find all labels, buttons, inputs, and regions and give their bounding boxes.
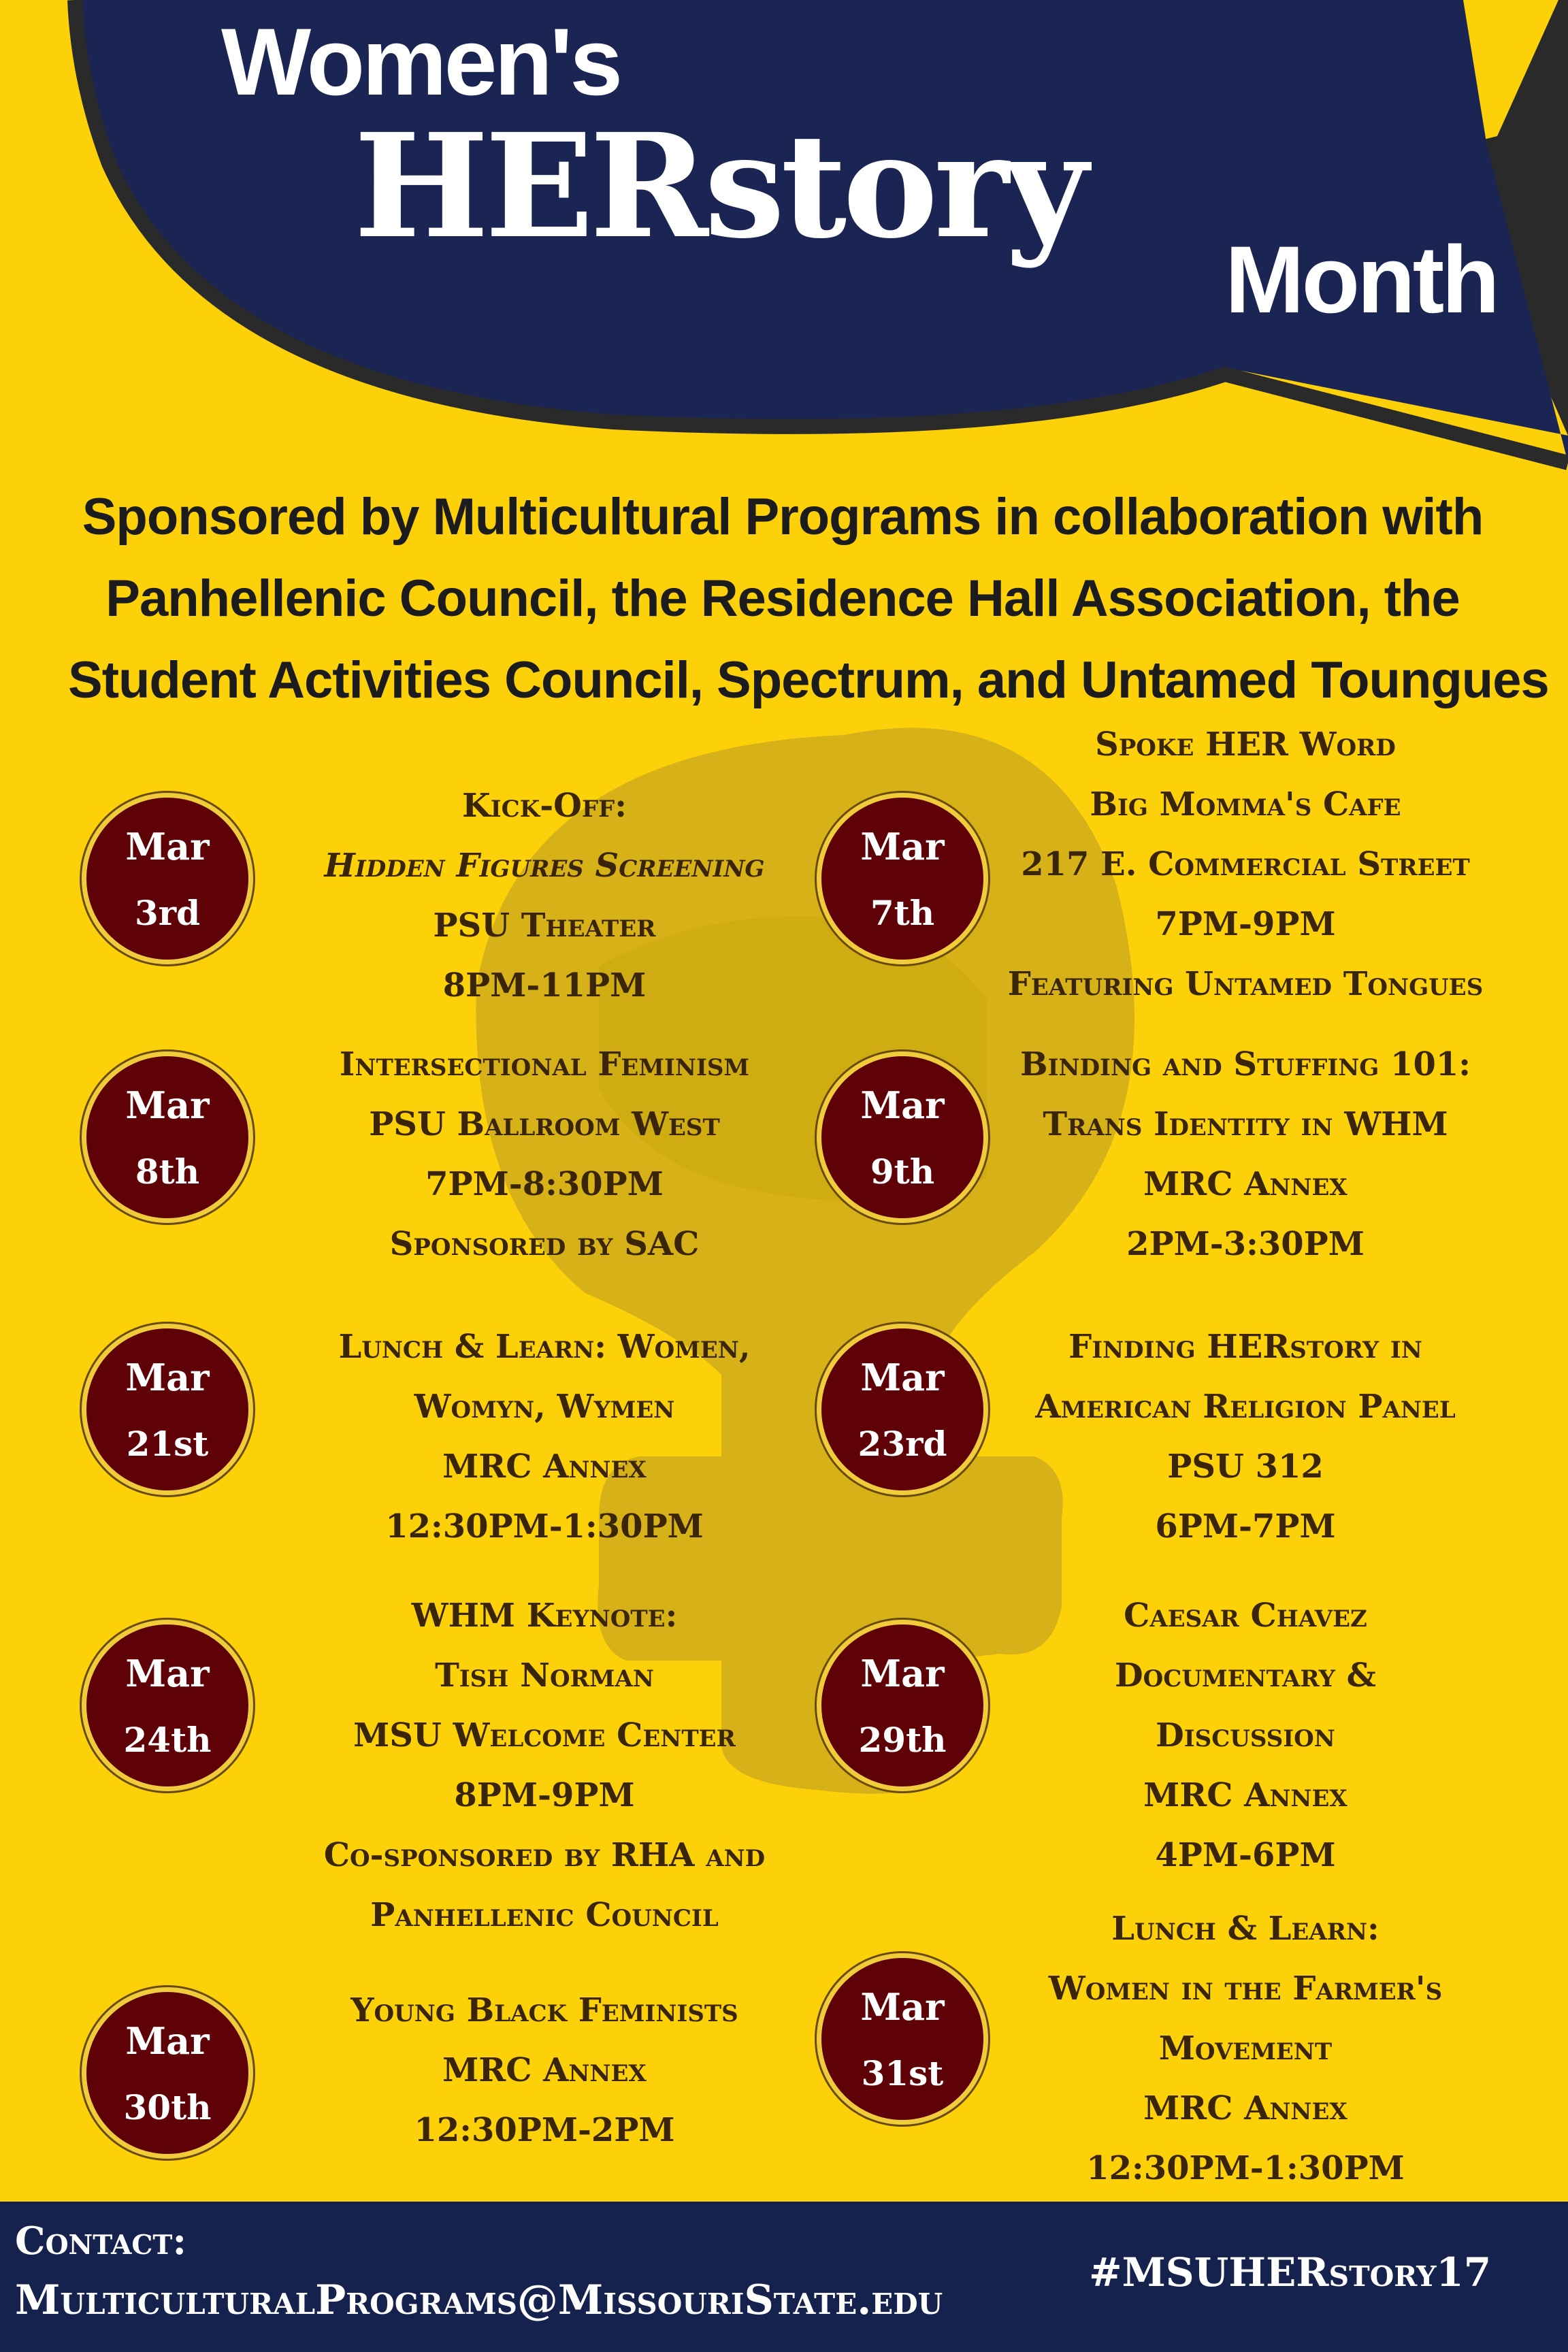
event-line: Women in the Farmer's [1048,1970,1443,2008]
event-details [966,1034,1524,1274]
event-line: 12:30PM-1:30PM [385,1507,704,1546]
event-line: 12:30PM-1:30PM [1086,2149,1405,2187]
event-line: MRC Annex [442,1448,647,1486]
event-line: Lunch & Learn: Women, [338,1328,751,1366]
badge-day: 3rd [134,893,201,933]
event-line: MRC Annex [1143,1776,1348,1814]
sponsor-line: Panhellenic Council, the Residence Hall Association, the [105,570,1460,627]
contact-label: Contact: [15,2219,187,2264]
event-line: 12:30PM-2PM [414,2111,675,2149]
event-line: Documentary & [1115,1656,1376,1695]
date-badge [82,793,253,964]
event-line: 8PM-9PM [454,1776,635,1814]
event-details [259,1586,830,1945]
event-line: Hidden Figures Screening [324,847,765,885]
badge-day: 29th [858,1720,947,1760]
event-details [966,1317,1524,1556]
event-line: Big Momma's Cafe [1090,785,1401,823]
event-line: Caesar Chavez [1124,1597,1367,1635]
event-line: MSU Welcome Center [353,1716,736,1754]
event-details [259,776,830,1015]
event-line: 7PM-8:30PM [425,1165,664,1203]
event-line: WHM Keynote: [411,1597,678,1635]
event-line: Co-sponsored by RHA and [323,1836,766,1874]
date-badge [817,793,988,964]
badge-day: 9th [870,1152,935,1192]
date-badge [82,1987,253,2159]
badge-day: 8th [135,1152,200,1192]
date-badge [817,1051,988,1223]
badge-month: Mar [125,1652,210,1695]
badge-day: 7th [870,893,935,933]
event-line: Movement [1158,2029,1333,2068]
title-womens: Women's [221,8,621,115]
badge-day: 23rd [858,1424,947,1464]
title-herstory: HERstory [354,102,1084,270]
event-line: Trans Identity in WHM [1043,1105,1448,1143]
event-line: Young Black Feminists [350,1991,738,2029]
badge-day: 31st [861,2053,944,2093]
event-line: MRC Annex [1143,2089,1348,2127]
sponsor-text [68,476,1549,721]
badge-month: Mar [125,1356,210,1399]
event-line: 8PM-11PM [442,966,647,1004]
title-month: Month [1225,226,1497,333]
event-line: 217 E. Commercial Street [1021,845,1470,883]
event-details [259,1980,830,2160]
event-line: Spoke HER Word [1095,725,1396,764]
contact-email-link[interactable]: MulticulturalPrograms@MissouriState.edu [15,2276,943,2324]
event-line: Finding HERstory in [1068,1328,1422,1366]
badge-month: Mar [125,2019,210,2063]
event-line: Sponsored by SAC [389,1225,700,1263]
date-badge [817,1620,988,1791]
date-badge [817,1324,988,1495]
event-details [259,1317,830,1556]
event-line: American Religion Panel [1035,1388,1456,1426]
event-details [259,1034,830,1274]
event-line: PSU Theater [433,906,656,945]
badge-month: Mar [860,1985,945,2029]
event-details [966,715,1524,1014]
date-badge [817,1953,988,2125]
event-line: 2PM-3:30PM [1126,1225,1365,1263]
badge-month: Mar [125,825,210,868]
event-line: Womyn, Wymen [414,1388,675,1426]
event-line: Binding and Stuffing 101: [1020,1045,1471,1083]
event-line: Tish Norman [435,1656,654,1695]
hashtag: #MSUHERstory17 [1089,2249,1492,2296]
date-badge [82,1620,253,1791]
event-line: 7PM-9PM [1155,905,1336,943]
event-line: MRC Annex [442,2051,647,2089]
event-line: Featuring Untamed Tongues [1007,965,1484,1003]
event-line: PSU 312 [1167,1448,1324,1486]
event-details [966,1586,1524,1885]
badge-month: Mar [125,1083,210,1127]
event-line: Panhellenic Council [370,1896,719,1934]
event-line: Intersectional Feminism [339,1045,750,1083]
badge-day: 24th [123,1720,212,1760]
badge-day: 30th [123,2087,212,2127]
date-badge [82,1324,253,1495]
event-line: Kick-Off: [462,787,627,825]
badge-month: Mar [860,1083,945,1127]
badge-month: Mar [860,825,945,868]
badge-month: Mar [860,1356,945,1399]
event-line: Lunch & Learn: [1111,1910,1379,1948]
event-line: MRC Annex [1143,1165,1348,1203]
event-line: 6PM-7PM [1155,1507,1336,1546]
event-details [966,1899,1524,2198]
event-line: 4PM-6PM [1155,1836,1336,1874]
event-line: Discussion [1156,1716,1335,1754]
sponsor-line: Student Activities Council, Spectrum, and Untamed Toungues [68,651,1549,709]
badge-day: 21st [126,1424,209,1464]
badge-month: Mar [860,1652,945,1695]
sponsor-line: Sponsored by Multicultural Programs in collaboration with [82,488,1484,546]
date-badge [82,1051,253,1223]
event-line: PSU Ballroom West [369,1105,720,1143]
